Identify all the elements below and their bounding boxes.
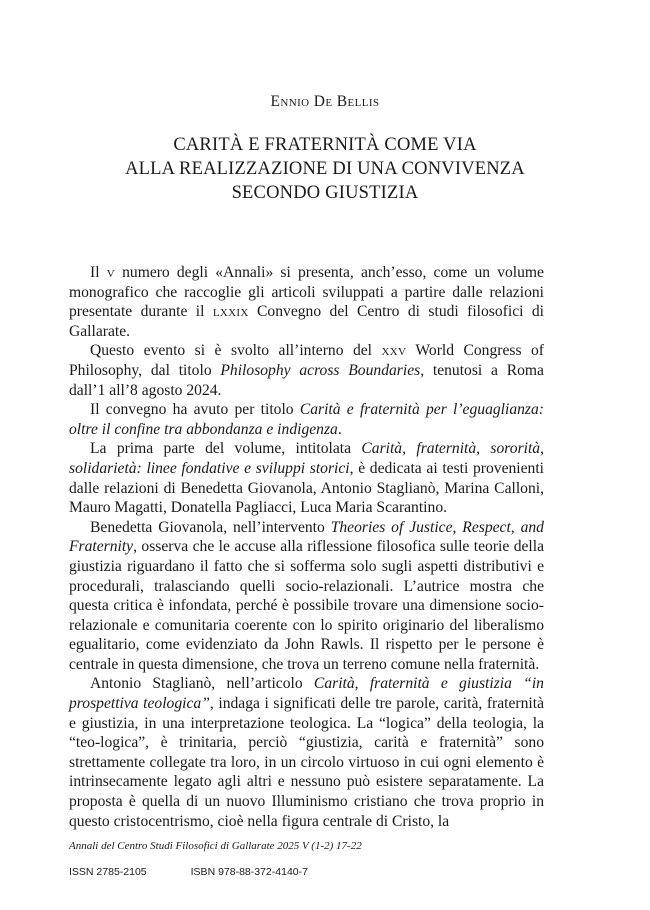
- journal-name: Annali del Centro Studi Filosofici di Gallarate: [69, 840, 275, 852]
- author-name: Ennio De Bellis: [270, 93, 380, 110]
- title-line-2: ALLA REALIZZAZIONE DI UNA CONVIVENZA: [125, 159, 525, 179]
- title-line-1: CARITÀ E FRATERNITÀ COME VIA: [173, 135, 477, 155]
- isbn: ISBN 978-88-372-4140-7: [190, 866, 308, 878]
- article-body: [69, 263, 544, 831]
- paragraph-3: Il convegno ha avuto per titolo Carità e fraternità per l’eguaglianza: oltre il confine tra abbondanza e indigenza.: [69, 401, 544, 438]
- issn: ISSN 2785-2105: [69, 866, 147, 878]
- paragraph-5: Benedetta Giovanola, nell’intervento Theories of Justice, Respect, and Fraternity, osserva che le accuse alla riflessione filosofica sulle teorie della giustizia riguardano il fatto che si sofferma solo sugli aspetti distributivi e procedurali, tralasciando quelli socio-relazionali. L’autrice mostra che questa critica è infondata, perché è possibile trovare una dimensione socio-relazionale e comunitaria coerente con lo spirito originario del liberalismo egualitario, come evidenziato da John Rawls. Il rispetto per le persone è centrale in questa dimensione, che trova un terreno comune nella fraternità.: [69, 518, 544, 673]
- journal-volume-pages: 2025 V (1-2) 17-22: [274, 840, 362, 852]
- paragraph-1: Il v numero degli «Annali» si presenta, anch’esso, come un volume monografico che raccoglie gli articoli sviluppati a partire dalle relazioni presentate durante il lxxix Convegno del Centro di studi filosofici di Gallarate.: [69, 264, 544, 340]
- title-line-3: SECONDO GIUSTIZIA: [231, 183, 419, 203]
- paragraph-6: Antonio Staglianò, nell’articolo Carità, fraternità e giustizia “in prospettiva teologica”, indaga i significati delle tre parole, carità, fraternità e giustizia, in una interpretazione teologica. La “logica” della teologia, la “teo-logica”, è trinitaria, perciò “giustizia, carità e fraternità” sono strettamente collegate tra loro, in un circolo virtuoso in cui ogni elemento è intrinsecamente legato agli altri e nessuno può esistere separatamente. La proposta è quella di un nuovo Illuminismo cristiano che trova proprio in questo cristocentrismo, cioè nella figura centrale di Cristo, la: [69, 675, 544, 830]
- journal-citation: [69, 840, 362, 852]
- paragraph-4: La prima parte del volume, intitolata Carità, fraternità, sororità, solidarietà: linee fondative e sviluppi storici, è dedicata ai testi provenienti dalle relazioni di Benedetta Giovanola, Antonio Staglianò, Marina Calloni, Mauro Magatti, Donatella Pagliacci, Luca Maria Scarantino.: [69, 440, 545, 517]
- paragraph-2: Questo evento si è svolto all’interno del xxv World Congress of Philosophy, dal titolo Philosophy across Boundaries, tenutosi a Roma dall’1 all’8 agosto 2024.: [69, 342, 544, 399]
- publication-identifiers: [69, 866, 308, 878]
- article-title: [60, 133, 590, 205]
